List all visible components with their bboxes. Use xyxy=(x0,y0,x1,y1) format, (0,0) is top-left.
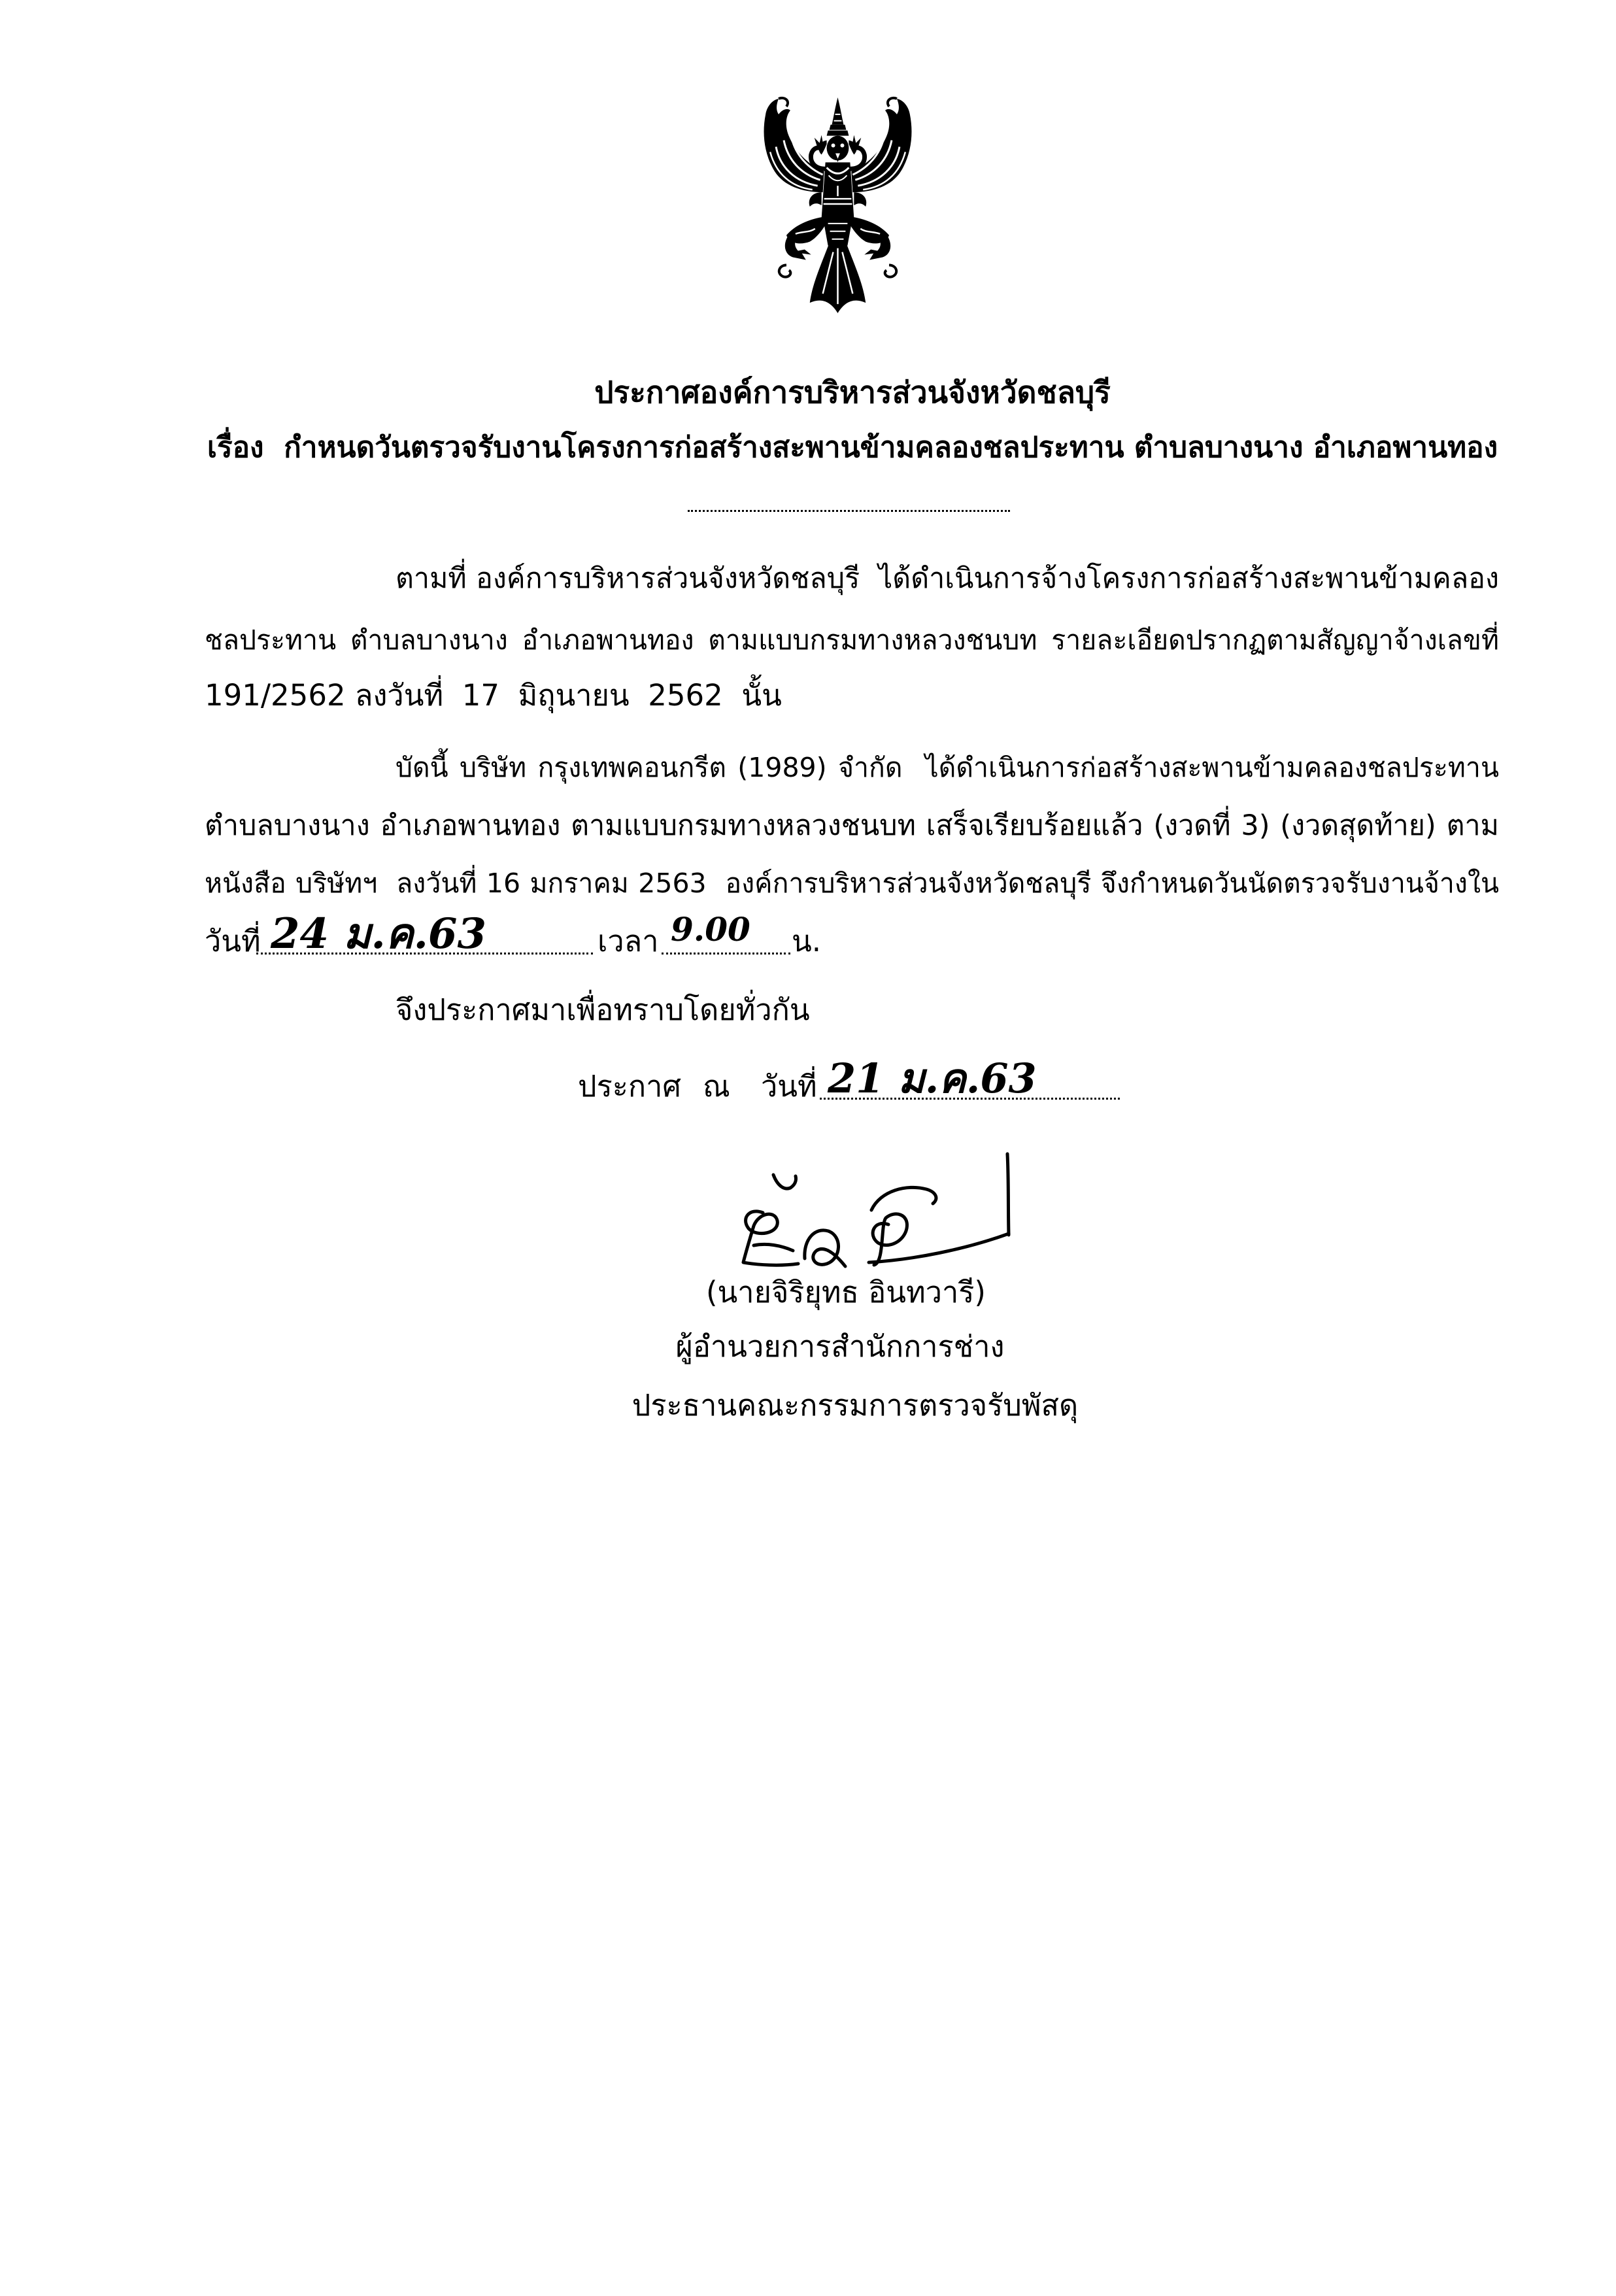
paragraph-1-line-2 xyxy=(205,617,1500,663)
inspection-date-label: วันที่ xyxy=(205,924,261,958)
document-title-text: ประกาศองค์การบริหารส่วนจังหวัดชลบุรี xyxy=(594,375,1111,410)
handwritten-signature xyxy=(717,1147,1024,1272)
announce-date-handwritten: 21 ม.ค.63 xyxy=(828,1055,1037,1102)
document-subject xyxy=(205,425,1500,471)
paragraph-1-line-3 xyxy=(205,673,1500,718)
signatory-name-text: (นายจิริยุทธ อินทวารี) xyxy=(705,1275,986,1309)
inspection-time-handwritten: 9.00 xyxy=(671,910,750,949)
announce-label: ประกาศ xyxy=(578,1069,681,1104)
inspection-time-unit: น. xyxy=(792,924,822,958)
closing-text: จึงประกาศมาเพื่อทราบโดยทั่วกัน xyxy=(396,992,810,1027)
signatory-role-text: ประธานคณะกรรมการตรวจรับพัสดุ xyxy=(631,1388,1079,1423)
announce-date-leader xyxy=(820,1055,1120,1102)
signatory-role xyxy=(205,1383,1506,1428)
inspection-date-handwritten: 24 ม.ค.63 xyxy=(271,909,486,958)
paragraph-text: ตำบลบางนาง อำเภอพานทอง ตามแบบกรมทางหลวงชนบท เสร็จเรียบร้อยแล้ว (งวดที่ 3) (งวดสุดท้าย) ตาม xyxy=(205,809,1499,842)
signatory-position-text: ผู้อำนวยการสำนักการช่าง xyxy=(675,1329,1005,1364)
paragraph-2-line-3 xyxy=(205,860,1500,906)
announce-at-label: ณ xyxy=(703,1069,730,1104)
paragraph-2-line-2 xyxy=(205,803,1500,849)
inspection-time-leader xyxy=(662,910,790,954)
emblem-left-wing xyxy=(764,98,827,277)
signatory-name xyxy=(205,1270,1487,1315)
emblem-right-wing xyxy=(849,98,911,277)
title-separator xyxy=(688,510,1010,512)
paragraph-2-line-1 xyxy=(396,745,1500,790)
inspection-date-leader xyxy=(256,909,593,958)
paragraph-text: 191/2562 ลงวันที่ 17 มิถุนายน 2562 นั้น xyxy=(205,678,782,713)
document-subject-text: เรื่อง กำหนดวันตรวจรับงานโครงการก่อสร้างสะพานข้ามคลองชลประทาน ตำบลบางนาง อำเภอพานทอง xyxy=(207,431,1498,464)
announce-date-label: วันที่ xyxy=(761,1069,817,1104)
closing-statement xyxy=(396,987,1180,1033)
paragraph-1-line-1 xyxy=(396,556,1500,601)
paragraph-text: ตามที่ องค์การบริหารส่วนจังหวัดชลบุรี ได้ดำเนินการจ้างโครงการก่อสร้างสะพานข้ามคลอง xyxy=(396,562,1499,595)
paragraph-text: ชลประทาน ตำบลบางนาง อำเภอพานทอง ตามแบบกรมทางหลวงชนบท รายละเอียดปรากฏตามสัญญาจ้างเลขที่ xyxy=(205,624,1499,656)
inspection-time-label: เวลา xyxy=(598,924,659,958)
document-title xyxy=(205,369,1500,415)
paragraph-text: บัดนี้ บริษัท กรุงเทพคอนกรีต (1989) จำกัด ได้ดำเนินการก่อสร้างสะพานข้ามคลองชลประทาน xyxy=(396,752,1499,783)
paragraph-text: หนังสือ บริษัทฯ ลงวันที่ 16 มกราคม 2563 องค์การบริหารส่วนจังหวัดชลบุรี จึงกำหนดวันนัดตรวจรับงานจ้างใน xyxy=(205,868,1499,899)
garuda-emblem-icon xyxy=(749,95,926,316)
signatory-position xyxy=(205,1324,1475,1370)
